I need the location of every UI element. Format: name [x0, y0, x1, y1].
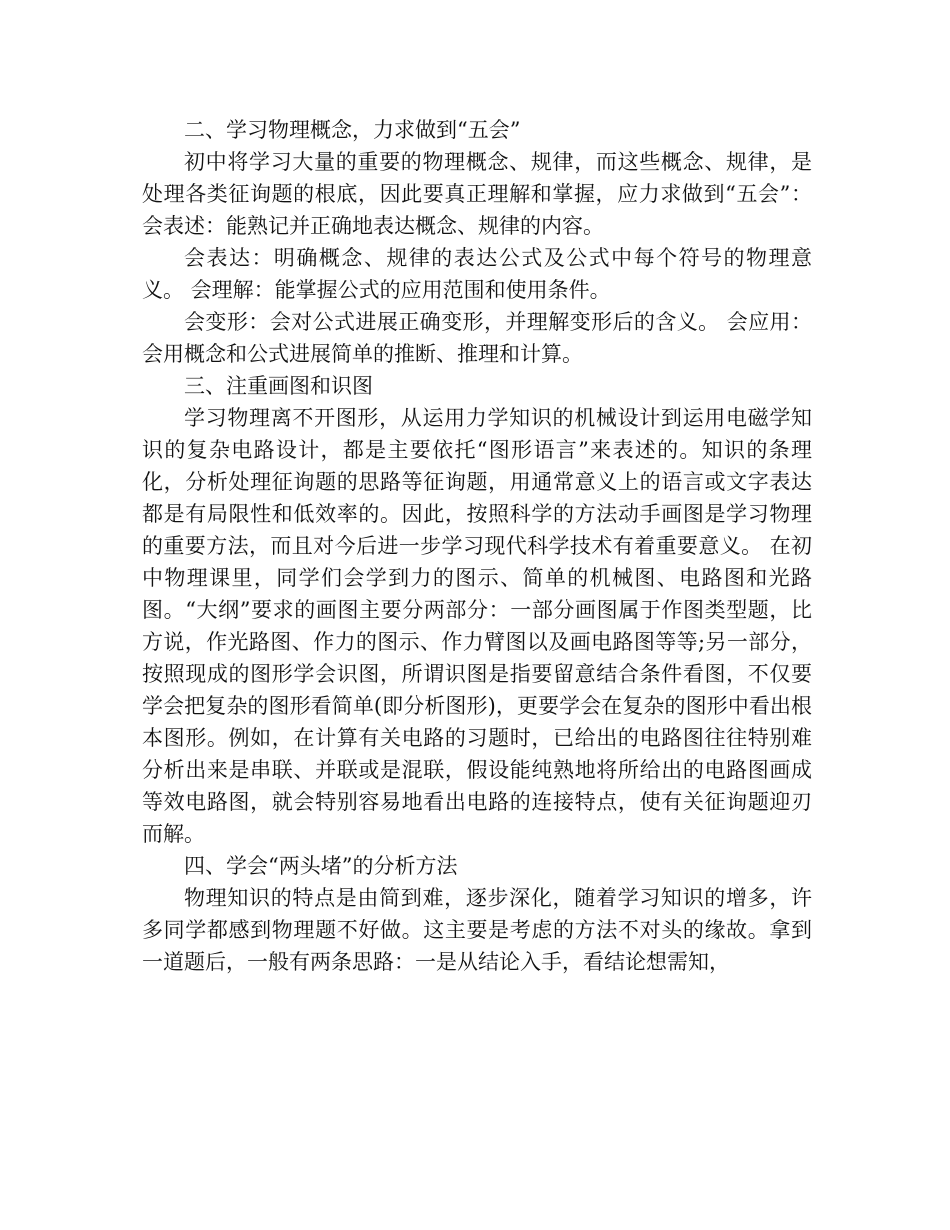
section-heading-concepts: 二、学习物理概念，力求做到“五会” — [184, 118, 521, 142]
paragraph-analysis-body: 物理知识的特点是由简到难，逐步深化，随着学习知识的增多，许多同学都感到物理题不好做。这主要是考虑的方法不对头的缘故。拿到一道题后，一般有两条思路：一是从结论入手，看结论想需知， — [142, 886, 812, 974]
document-body — [142, 114, 812, 978]
paragraph-transform-apply: 会变形：会对公式进展正确变形，并理解变形后的含义。 会应用：会用概念和公式进展简单的推断、推理和计算。 — [142, 310, 812, 366]
paragraph-five-skills-intro: 初中将学习大量的重要的物理概念、规律，而这些概念、规律，是处理各类征询题的根底，因此要真正理解和掌握，应力求做到“五会”： 会表述：能熟记并正确地表达概念、规律的内容。 — [142, 150, 812, 238]
paragraph-drawing-body: 学习物理离不开图形，从运用力学知识的机械设计到运用电磁学知识的复杂电路设计，都是主要依托“图形语言”来表述的。知识的条理化，分析处理征询题的思路等征询题，用通常意义上的语言或文字表达都是有局限性和低效率的。因此，按照科学的方法动手画图是学习物理的重要方法，而且对今后进一步学习现代科学技术有着重要意义。 在初中物理课里，同学们会学到力的图示、简单的机械图、电路图和光路图。“大纲”要求的画图主要分两部分：一部分画图属于作图类型题，比方说，作光路图、作力的图示、作力臂图以及画电路图等等;另一部分，按照现成的图形学会识图，所谓识图是指要留意结合条件看图，不仅要学会把复杂的图形看简单(即分析图形)，更要学会在复杂的图形中看出根本图形。例如，在计算有关电路的习题时，已给出的电路图往往特别难分析出来是串联、并联或是混联，假设能纯熟地将所给出的电路图画成等效电路图，就会特别容易地看出电路的连接特点，使有关征询题迎刃而解。 — [142, 406, 812, 846]
section-heading-analysis-method: 四、学会“两头堵”的分析方法 — [184, 854, 458, 878]
section-heading-drawing: 三、注重画图和识图 — [184, 374, 373, 398]
paragraph-express-understand: 会表达：明确概念、规律的表达公式及公式中每个符号的物理意义。 会理解：能掌握公式的应用范围和使用条件。 — [142, 246, 812, 302]
